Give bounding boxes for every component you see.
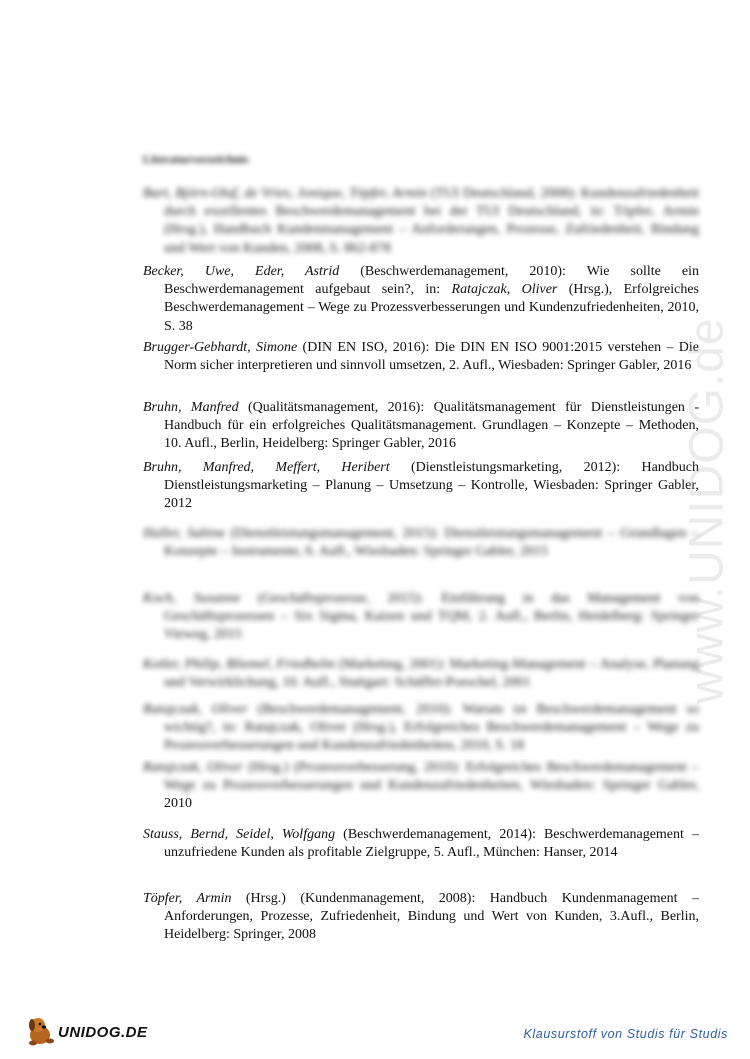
entry-text: (Marketing, 2001): Marketing-Management – Analyse, Planung und Verwirklichung, 10. Aufl., Stuttgart: Schäffer-Poeschel, 2001 bbox=[164, 657, 699, 691]
entry-text: 2010 bbox=[164, 796, 192, 812]
entry-author: Ratajczak, Oliver bbox=[143, 702, 248, 717]
entry-text: (Beschwerdemanagement, 2010): Warum ist Beschwerdemanagement so wichtig?, in: Ratajczak, Oliver (Hrsg.), Erfolgreiches Beschwerdemanagement – Wege zu Prozessverbesserungen und Kundenzufriedenheiten, 2010, S. 18 bbox=[164, 702, 699, 754]
entry-author: Koch, Susanne bbox=[143, 591, 241, 606]
watermark-text: www.UNIDOG.de bbox=[680, 316, 734, 704]
entry-text: (DIN EN ISO, 2016): Die DIN EN ISO 9001:2015 verstehen – Die Norm sicher interpretieren und sinnvoll umsetzen, 2. Aufl., Wiesbaden: Springer Gabler, 2016 bbox=[164, 340, 699, 374]
entry-text: (TUI Deutschland, 2008): Kundenzufriedenheit durch exzellentes Beschwerdemanagement bei der TUI Deutschland, in: Töpfer, Armin (Hrsg.), Handbuch Kundenmanagement – Anforderungen, Prozesse, Zufriedenheit, Bindung und Wert von Kunden, 2008, S. 862-878 bbox=[164, 186, 699, 256]
watermark bbox=[652, 280, 750, 740]
entry-author: Töpfer, Armin bbox=[143, 891, 232, 906]
entry-text: (Hrsg.) (Kundenmanagement, 2008): Handbuch Kundenmanagement – Anforderungen, Prozesse, Zufriedenheit, Bindung und Wert von Kunden, 3.Aufl., Berlin, Heidelberg: Springer, 2008 bbox=[164, 891, 699, 943]
bibliography-entry bbox=[143, 890, 699, 945]
entry-editor: Ratajczak, Oliver bbox=[451, 282, 558, 298]
entry-author: Bart, Björn-Olaf, de Vries, Jonique, Töpfer, Armin bbox=[143, 186, 428, 201]
bibliography-entry bbox=[143, 826, 699, 862]
bibliography-entry bbox=[143, 656, 699, 692]
bibliography-entry bbox=[143, 525, 699, 561]
bibliography-entry bbox=[143, 701, 699, 756]
page-title: Literaturverzeichnis bbox=[143, 152, 249, 166]
bibliography-entry bbox=[143, 399, 699, 454]
entry-text: (Hrsg.) (Prozessverbesserung, 2010): Erfolgreiches Beschwerdemanagement – Wege zu Prozessverbesserungen und Kundenzufriedenheiten, Wiesbaden: Springer Gabler, bbox=[164, 760, 699, 794]
entry-text: (Beschwerdemanagement, 2010): Wie sollte ein Beschwerdemanagement aufgebaut sein?, in: bbox=[164, 264, 699, 298]
footer-slogan: Klausurstoff von Studis für Studis bbox=[523, 1027, 728, 1041]
logo-text: UNIDOG.DE bbox=[58, 1024, 148, 1041]
entry-text: (Beschwerdemanagement, 2014): Beschwerdemanagement – unzufriedene Kunden als profitable Zielgruppe, 5. Aufl., München: Hanser, 2014 bbox=[164, 827, 699, 861]
bibliography-entry bbox=[143, 795, 699, 814]
entry-sharp-region bbox=[0, 795, 750, 815]
bibliography-entry bbox=[143, 263, 699, 336]
bibliography-entry bbox=[143, 759, 699, 795]
entry-author: Brugger-Gebhardt, Simone bbox=[143, 340, 298, 355]
entry-text: (Qualitätsmanagement, 2016): Qualitätsmanagement für Dienstleistungen - Handbuch für ein erfolgreiches Qualitätsmanagement. Grundlagen – Konzepte – Methoden, 10. Aufl., Berlin, Heidelberg: Springer Gabler, 2016 bbox=[164, 400, 699, 452]
entry-author: Bruhn, Manfred, Meffert, Heribert bbox=[143, 460, 390, 475]
entry-author: Haller, Sabine bbox=[143, 526, 226, 541]
entry-blurred-region bbox=[0, 759, 750, 795]
entry-author: Kotler, Philip, Bliemel, Friedhelm bbox=[143, 657, 335, 672]
bibliography-entry bbox=[143, 339, 699, 375]
bibliography-entry bbox=[143, 459, 699, 514]
entry-text: (Dienstleistungsmarketing, 2012): Handbuch Dienstleistungsmarketing – Planung – Umsetzung – Kontrolle, Wiesbaden: Springer Gabler, 2012 bbox=[164, 460, 699, 512]
dog-icon bbox=[24, 1013, 60, 1049]
bibliography-entry bbox=[143, 185, 699, 258]
entry-text: (Geschäftsprozesse, 2015): Einführung in das Management von Geschäftsprozessen – Six Sigma, Kaizen und TQM, 2. Aufl., Berlin, Heidelberg: Springer Vieweg, 2015 bbox=[164, 591, 699, 643]
entry-author: Stauss, Bernd, Seidel, Wolfgang bbox=[143, 827, 336, 842]
entry-author: Becker, Uwe, Eder, Astrid bbox=[143, 264, 340, 279]
entry-author: Ratajczak, Oliver bbox=[143, 760, 243, 775]
entry-text: (Hrsg.), Erfolgreiches Beschwerdemanagement – Wege zu Prozessverbesserungen und Kundenzufriedenheiten, 2010, S. 38 bbox=[164, 282, 699, 334]
entry-author: Bruhn, Manfred bbox=[143, 400, 239, 415]
entry-text: (Dienstleistungsmanagement, 2015): Dienstleistungsmanagement – Grundlagen – Konzepte – Instrumente, 6. Aufl., Wiesbaden: Springer Gabler, 2015 bbox=[164, 526, 700, 560]
unidog-logo bbox=[24, 1013, 164, 1049]
bibliography-entry bbox=[143, 590, 699, 645]
